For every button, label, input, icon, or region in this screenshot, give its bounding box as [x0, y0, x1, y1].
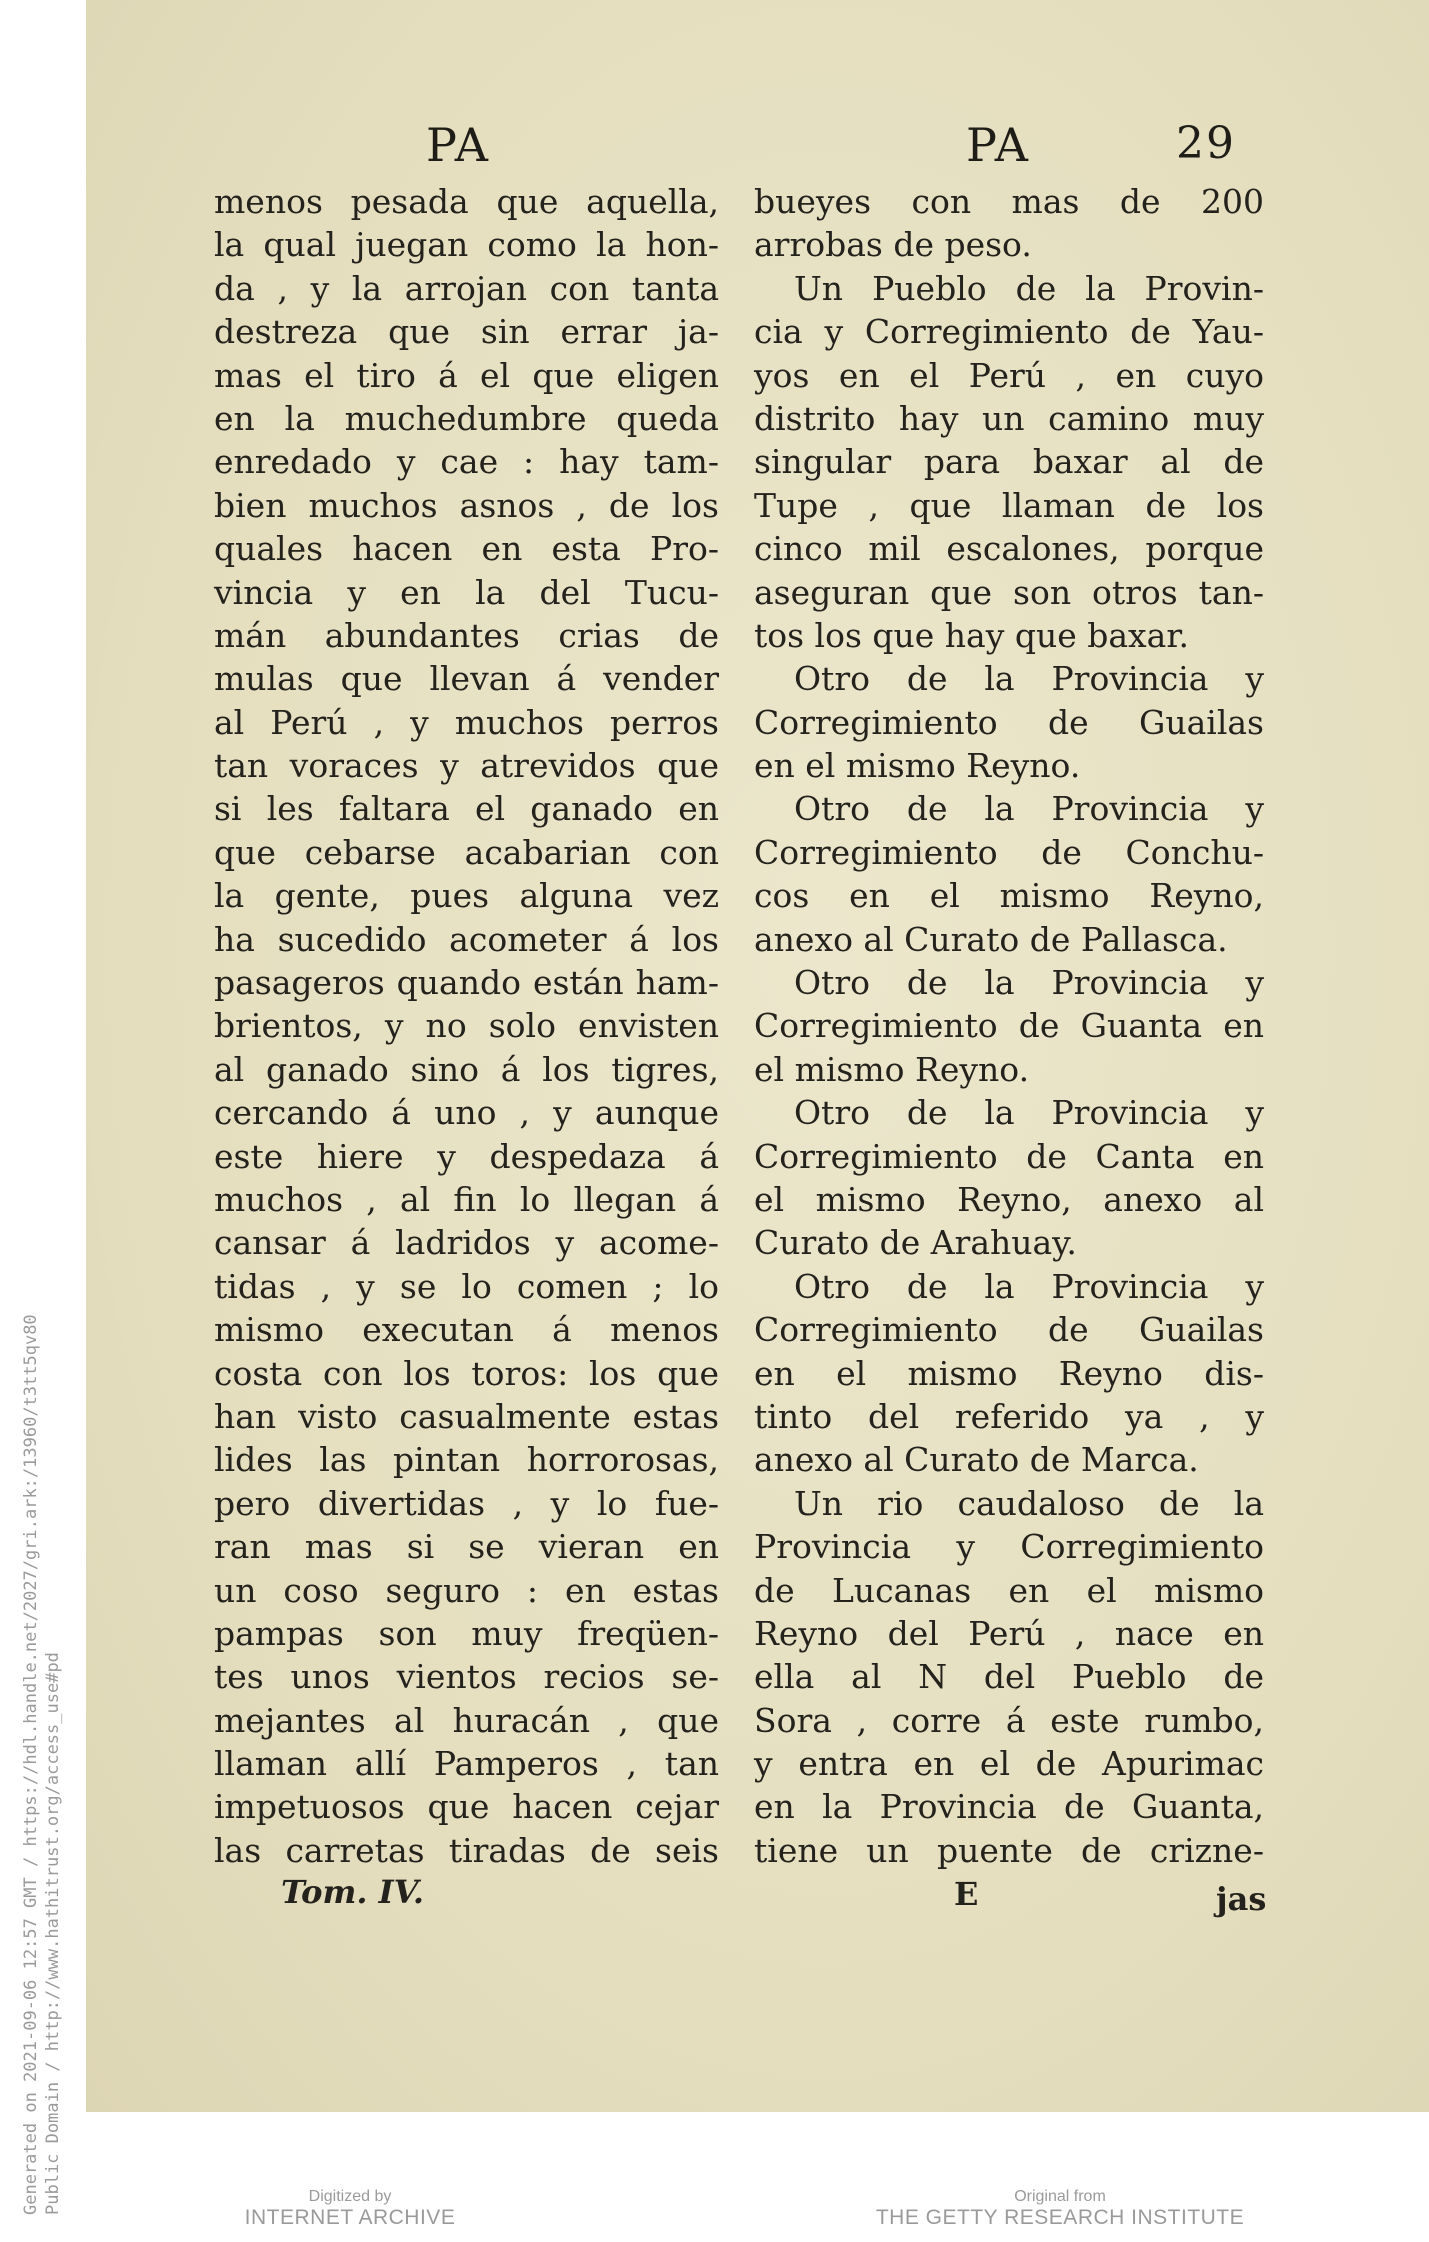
- text-line: Corregimiento de Conchu-: [754, 832, 1264, 872]
- text-line: Un Pueblo de la Provin-: [794, 268, 1264, 308]
- text-line: brientos, y no solo envisten: [214, 1006, 719, 1046]
- text-line: pero divertidas , y lo fue-: [214, 1483, 719, 1523]
- text-line: en el mismo Reyno.: [754, 746, 1081, 786]
- text-line: mejantes al huracán , que: [214, 1700, 719, 1740]
- left-text-column: [214, 180, 719, 1872]
- text-line: un coso seguro : en estas: [214, 1570, 719, 1610]
- getty-label: THE GETTY RESEARCH INSTITUTE: [875, 2206, 1245, 2229]
- right-text-column: [754, 180, 1264, 1872]
- text-line: Otro de la Provincia y: [794, 963, 1264, 1003]
- text-line: cinco mil escalones, porque: [754, 529, 1264, 569]
- text-line: Otro de la Provincia y: [794, 789, 1264, 829]
- text-line: mán abundantes crias de: [214, 615, 719, 655]
- volume-signature: Tom. IV.: [281, 1873, 424, 1911]
- text-line: impetuosos que hacen cejar: [214, 1787, 719, 1827]
- text-line: tiene un puente de crizne-: [754, 1830, 1264, 1870]
- text-line: Corregimiento de Guailas: [754, 702, 1264, 742]
- text-line: Otro de la Provincia y: [794, 1266, 1264, 1306]
- watermark-line-2: Public Domain / http://www.hathitrust.org/access_use#pd: [43, 1652, 63, 2215]
- text-line: quales hacen en esta Pro-: [214, 529, 719, 569]
- text-line: y entra en el de Apurimac: [754, 1744, 1264, 1784]
- original-from-label: Original from: [1014, 2188, 1106, 2205]
- text-line: el mismo Reyno.: [754, 1049, 1030, 1089]
- text-line: tidas , y se lo comen ; lo: [214, 1266, 719, 1306]
- text-line: ella al N del Pueblo de: [754, 1657, 1264, 1697]
- right-running-head: PA: [966, 118, 1030, 172]
- text-line: ran mas si se vieran en: [214, 1527, 719, 1567]
- text-line: las carretas tiradas de seis: [214, 1830, 719, 1870]
- text-line: bien muchos asnos , de los: [214, 485, 719, 525]
- text-line: Otro de la Provincia y: [794, 659, 1264, 699]
- text-line: si les faltara el ganado en: [214, 789, 719, 829]
- text-line: Corregimiento de Guailas: [754, 1310, 1264, 1350]
- text-line: destreza que sin errar ja-: [214, 312, 719, 352]
- text-line: Curato de Arahuay.: [754, 1223, 1077, 1263]
- text-line: lides las pintan horrorosas,: [214, 1440, 719, 1480]
- digitized-by-credit: [200, 2188, 500, 2230]
- text-line: da , y la arrojan con tanta: [214, 268, 719, 308]
- text-line: este hiere y despedaza á: [214, 1136, 719, 1176]
- text-line: pampas son muy freqüen-: [214, 1613, 719, 1653]
- text-line: menos pesada que aquella,: [214, 182, 719, 221]
- text-line: vincia y en la del Tucu-: [214, 572, 719, 612]
- text-line: costa con los toros: los que: [214, 1353, 719, 1393]
- text-line: Sora , corre á este rumbo,: [754, 1700, 1264, 1740]
- text-line: cia y Corregimiento de Yau-: [754, 312, 1264, 352]
- text-line: tan voraces y atrevidos que: [214, 746, 719, 786]
- text-line: Corregimiento de Guanta en: [754, 1006, 1264, 1046]
- text-line: enredado y cae : hay tam-: [214, 442, 719, 482]
- text-line: la qual juegan como la hon-: [214, 225, 719, 265]
- text-line: Un rio caudaloso de la: [794, 1483, 1264, 1523]
- text-line: al Perú , y muchos perros: [214, 702, 719, 742]
- text-line: bueyes con mas de 200: [754, 182, 1264, 221]
- text-line: arrobas de peso.: [754, 225, 1032, 265]
- text-line: aseguran que son otros tan-: [754, 572, 1264, 612]
- text-line: cercando á uno , y aunque: [214, 1093, 719, 1133]
- text-line: cansar á ladridos y acome-: [214, 1223, 719, 1263]
- text-line: anexo al Curato de Pallasca.: [754, 919, 1228, 959]
- text-line: llaman allí Pamperos , tan: [214, 1744, 719, 1784]
- text-line: distrito hay un camino muy: [754, 398, 1264, 438]
- watermark-line-1: Generated on 2021-09-06 12:57 GMT / https://hdl.handle.net/2027/gri.ark:/13960/t3tt5qv80: [21, 1314, 41, 2215]
- catchword: jas: [1216, 1880, 1267, 1918]
- digitized-by-label: Digitized by: [308, 2188, 392, 2205]
- scanned-page: [86, 0, 1429, 2112]
- text-line: al ganado sino á los tigres,: [214, 1049, 719, 1089]
- internet-archive-label: INTERNET ARCHIVE: [244, 2206, 456, 2229]
- text-line: muchos , al fin lo llegan á: [214, 1179, 719, 1219]
- text-line: en el mismo Reyno dis-: [754, 1353, 1264, 1393]
- text-line: Corregimiento de Canta en: [754, 1136, 1264, 1176]
- text-line: tinto del referido ya , y: [754, 1396, 1264, 1436]
- text-line: han visto casualmente estas: [214, 1396, 719, 1436]
- text-line: mismo executan á menos: [214, 1310, 719, 1350]
- page-number: 29: [1176, 118, 1236, 169]
- text-line: de Lucanas en el mismo: [754, 1570, 1264, 1610]
- signature-mark: E: [954, 1875, 979, 1913]
- text-line: mulas que llevan á vender: [214, 659, 719, 699]
- text-line: la gente, pues alguna vez: [214, 876, 719, 916]
- text-line: tes unos vientos recios se-: [214, 1657, 719, 1697]
- original-from-credit: [860, 2188, 1260, 2230]
- text-line: Tupe , que llaman de los: [754, 485, 1264, 525]
- text-line: en la Provincia de Guanta,: [754, 1787, 1264, 1827]
- text-line: que cebarse acabarian con: [214, 832, 719, 872]
- hathitrust-watermark: [20, 1065, 64, 2215]
- text-line: cos en el mismo Reyno,: [754, 876, 1264, 916]
- text-line: pasageros quando están ham-: [214, 963, 719, 1003]
- text-line: en la muchedumbre queda: [214, 398, 719, 438]
- text-line: anexo al Curato de Marca.: [754, 1440, 1199, 1480]
- text-line: yos en el Perú , en cuyo: [754, 355, 1264, 395]
- text-line: el mismo Reyno, anexo al: [754, 1179, 1264, 1219]
- text-line: Otro de la Provincia y: [794, 1093, 1264, 1133]
- text-line: singular para baxar al de: [754, 442, 1264, 482]
- text-line: tos los que hay que baxar.: [754, 615, 1189, 655]
- text-line: mas el tiro á el que eligen: [214, 355, 719, 395]
- text-line: Provincia y Corregimiento: [754, 1527, 1264, 1567]
- left-running-head: PA: [426, 118, 490, 172]
- text-line: Reyno del Perú , nace en: [754, 1613, 1264, 1653]
- text-line: ha sucedido acometer á los: [214, 919, 719, 959]
